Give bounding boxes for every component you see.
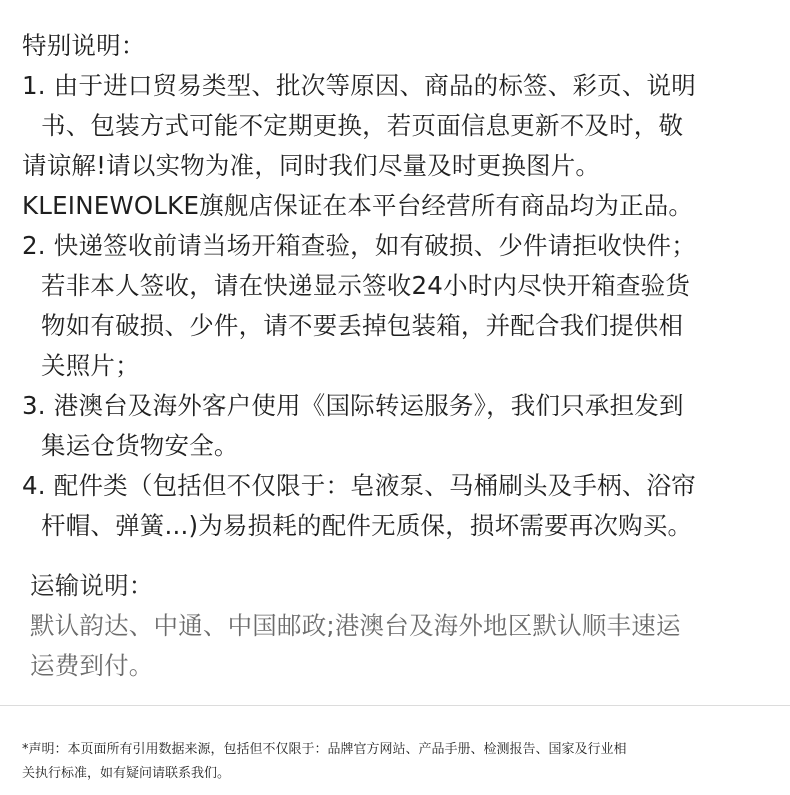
notice-item-2-line-1: 2. 快递签收前请当场开箱查验，如有破损、少件请拒收快件； [22, 231, 696, 260]
section-divider [0, 705, 790, 706]
notice-item-4-line-2: 杆帽、弹簧...)为易损耗的配件无质保，损坏需要再次购买。 [41, 511, 693, 540]
notice-authenticity-line: KLEINEWOLKE旗舰店保证在本平台经营所有商品均为正品。 [22, 191, 694, 220]
notice-item-1-line-1: 1. 由于进口贸易类型、批次等原因、商品的标签、彩页、说明 [22, 71, 696, 100]
notice-item-3-line-2: 集运仓货物安全。 [41, 431, 239, 460]
notice-item-2-line-2: 若非本人签收，请在快递显示签收24小时内尽快开箱查验货 [41, 271, 691, 300]
notice-item-3-line-1: 3. 港澳台及海外客户使用《国际转运服务》，我们只承担发到 [22, 391, 684, 420]
special-notice-section [22, 26, 782, 546]
disclaimer-section [22, 738, 782, 786]
notice-item-1-line-2: 书、包装方式可能不定期更换，若页面信息更新不及时，敬 [41, 111, 684, 140]
notice-item-2-line-4: 关照片； [41, 351, 140, 380]
shipping-line-2: 运费到付。 [30, 651, 154, 680]
notice-heading: 特别说明： [22, 31, 146, 60]
disclaimer-line-2: 关执行标准，如有疑问请联系我们。 [22, 766, 231, 781]
notice-item-4-line-1: 4. 配件类（包括但不仅限于：皂液泵、马桶刷头及手柄、浴帘 [22, 471, 696, 500]
notice-item-1-line-3: 请谅解!请以实物为准，同时我们尽量及时更换图片。 [22, 151, 601, 180]
shipping-heading: 运输说明： [30, 571, 154, 600]
shipping-line-1: 默认韵达、中通、中国邮政;港澳台及海外地区默认顺丰速运 [30, 611, 681, 640]
disclaimer-line-1: *声明：本页面所有引用数据来源，包括但不仅限于：品牌官方网站、产品手册、检测报告、国家及行业相 [22, 742, 627, 757]
notice-item-2-line-3: 物如有破损、少件，请不要丢掉包装箱，并配合我们提供相 [41, 311, 684, 340]
shipping-info-section [30, 566, 780, 686]
